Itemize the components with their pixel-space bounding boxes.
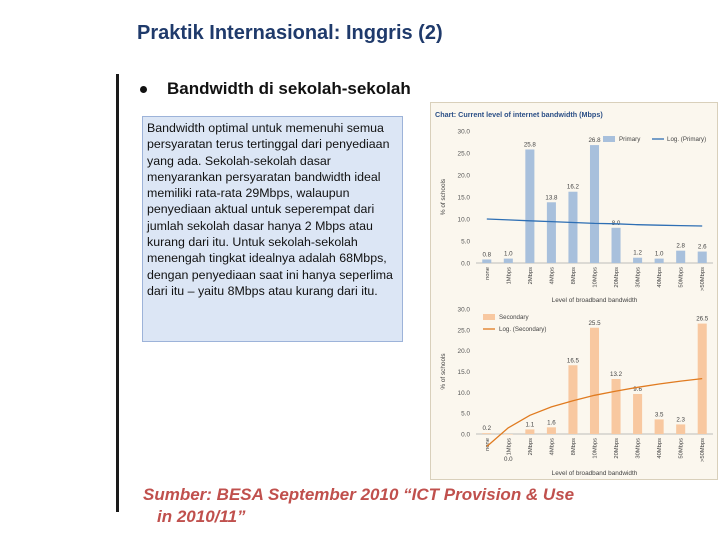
chart-1-category-label-2: 2Mbps (527, 438, 534, 456)
chart-0-category-label-8: 40Mbps (657, 267, 664, 288)
chart-0-category-label-7: 30Mbps (635, 267, 642, 288)
chart-1-ytick: 30.0 (457, 306, 470, 314)
chart-1-ytick: 0.0 (461, 431, 470, 439)
chart-0-bar-2 (525, 149, 534, 263)
chart-1-data-label-5: 25.5 (588, 319, 601, 327)
chart-0-category-label-9: 50Mbps (678, 267, 685, 288)
chart-0-data-label-9: 2.8 (676, 242, 685, 250)
chart-1-data-label-8: 3.5 (654, 411, 664, 419)
chart-0-title: Chart: Current level of internet bandwidth (Mbps) (435, 110, 603, 119)
chart-1-bar-5 (590, 328, 599, 434)
chart-1-ytick: 10.0 (457, 389, 470, 397)
chart-1-bar-7 (633, 394, 642, 434)
chart-1-category-label-1: 1Mbps (506, 438, 513, 456)
chart-1-category-label-4: 8Mbps (570, 438, 577, 456)
chart-0-bar-3 (547, 202, 556, 263)
chart-1-category-label-3: 4Mbps (549, 438, 556, 456)
chart-0-ytick: 10.0 (457, 216, 470, 224)
chart-0-category-label-6: 20Mbps (614, 267, 621, 288)
chart-1-bar-1 (504, 434, 513, 435)
chart-1-xlabel: Level of broadband bandwidth (551, 470, 638, 477)
chart-0-legend-label-trend: Log. (Primary) (667, 136, 707, 143)
chart-0-ytick: 0.0 (461, 260, 470, 268)
chart-0-ytick: 20.0 (457, 172, 470, 180)
chart-1-ytick: 20.0 (457, 348, 470, 356)
description-textbox: Bandwidth optimal untuk memenuhi semua persyaratan terus tertinggal dari penyediaan yang ada. Sekolah-sekolah dasar menyarankan persyaratan bandwidth ideal memiliki rata-rata 29Mbps, walaupun penyediaan aktual untuk seperempat dari jumlah sekolah dasar hanya 2 Mbps atau kurang dari itu. Untuk sekolah-sekolah menengah tingkat idealnya adalah 68Mbps, dengan penyediaan saat ini hanya seperlima dari itu – yaitu 8Mbps atau kurang dari itu. (142, 116, 403, 342)
bullet-text: Bandwidth di sekolah-sekolah (167, 79, 411, 98)
chart-0-legend-swatch-bar (603, 136, 615, 142)
chart-0-xlabel: Level of broadband bandwidth (551, 297, 638, 304)
chart-1-category-label-7: 30Mbps (635, 438, 642, 459)
chart-0-bar-1 (504, 259, 513, 263)
chart-1-data-label-4: 16.5 (566, 357, 579, 365)
chart-1-data-label-9: 2.3 (676, 416, 685, 424)
source-citation (143, 484, 574, 528)
chart-0-legend-label-bar: Primary (619, 136, 641, 143)
chart-0-data-label-1: 1.0 (504, 250, 513, 258)
chart-1-ytick: 25.0 (457, 327, 470, 335)
chart-0-bar-8 (655, 259, 664, 263)
chart-1-data-label-1: 0.0 (504, 456, 513, 463)
chart-1-data-label-7: 9.6 (633, 386, 642, 393)
chart-1-legend-swatch-bar (483, 314, 495, 320)
source-line-1: Sumber: BESA September 2010 “ICT Provision & Use (143, 485, 575, 504)
chart-0-ylabel: % of schools (440, 178, 447, 216)
chart-0-bar-6 (612, 228, 621, 263)
chart-1-bar-9 (676, 424, 685, 434)
chart-1-data-label-10: 26.5 (696, 315, 709, 323)
chart-0-ytick: 30.0 (457, 128, 470, 136)
chart-0-data-label-0: 0.8 (482, 251, 492, 259)
chart-0-category-label-3: 4Mbps (549, 267, 556, 285)
chart-1-category-label-8: 40Mbps (657, 438, 664, 459)
slide-title: Praktik Internasional: Inggris (2) (137, 22, 443, 44)
chart-1-ylabel: % of schools (440, 353, 447, 390)
chart-1-data-label-0: 0.2 (482, 425, 492, 433)
chart-1-data-label-6: 13.2 (610, 371, 623, 378)
chart-1-data-label-2: 1.1 (525, 421, 535, 429)
chart-0-bar-5 (590, 145, 599, 263)
chart-0-ytick: 5.0 (461, 238, 470, 246)
chart-1-ytick: 5.0 (461, 410, 470, 418)
chart-1-category-label-9: 50Mbps (678, 438, 685, 459)
chart-0-category-label-0: none (484, 267, 491, 280)
source-line-2: in 2010/11” (157, 507, 246, 526)
chart-0-category-label-10: >50Mbps (700, 267, 707, 292)
chart-0-ytick: 15.0 (457, 194, 470, 202)
chart-0-bar-10 (698, 252, 707, 263)
chart-1-category-label-6: 20Mbps (614, 438, 621, 459)
chart-0-bar-4 (568, 192, 577, 263)
chart-1-category-label-0: none (484, 438, 491, 451)
chart-0-data-label-5: 26.8 (588, 137, 601, 145)
chart-0-category-label-4: 8Mbps (570, 267, 577, 285)
vertical-rule (116, 74, 119, 512)
chart-0-category-label-1: 1Mbps (506, 267, 513, 285)
chart-0-bar-0 (482, 259, 491, 263)
chart-1-category-label-10: >50Mbps (700, 438, 707, 463)
chart-0-category-label-5: 10Mbps (592, 267, 599, 288)
chart-0-category-label-2: 2Mbps (527, 267, 534, 285)
chart-0-data-label-3: 13.8 (545, 194, 558, 202)
chart-0-data-label-4: 16.2 (566, 183, 579, 191)
bullet-dot-icon (140, 86, 147, 93)
chart-panel (430, 102, 718, 480)
chart-1-bar-0 (482, 433, 491, 434)
chart-0-data-label-6: 8.0 (611, 219, 621, 227)
chart-0-ytick: 25.0 (457, 150, 470, 158)
chart-0-data-label-8: 1.0 (654, 250, 664, 258)
bullet-item (140, 79, 411, 99)
chart-0-bar-7 (633, 258, 642, 263)
chart-1-bar-6 (612, 379, 621, 434)
chart-1-bar-2 (525, 429, 534, 434)
chart-0-bar-9 (676, 251, 685, 263)
chart-1-data-label-3: 1.6 (547, 419, 556, 427)
chart-1-legend-label-trend: Log. (Secondary) (499, 326, 547, 333)
chart-1-legend-label-bar: Secondary (499, 314, 529, 321)
chart-1-bar-3 (547, 427, 556, 434)
bandwidth-charts (431, 103, 719, 481)
chart-1-category-label-5: 10Mbps (592, 438, 599, 459)
chart-1-ytick: 15.0 (457, 369, 470, 376)
chart-0-data-label-10: 2.6 (697, 243, 707, 251)
chart-0-data-label-7: 1.2 (633, 249, 642, 257)
chart-1-bar-8 (655, 419, 664, 434)
chart-0-data-label-2: 25.8 (523, 141, 536, 149)
